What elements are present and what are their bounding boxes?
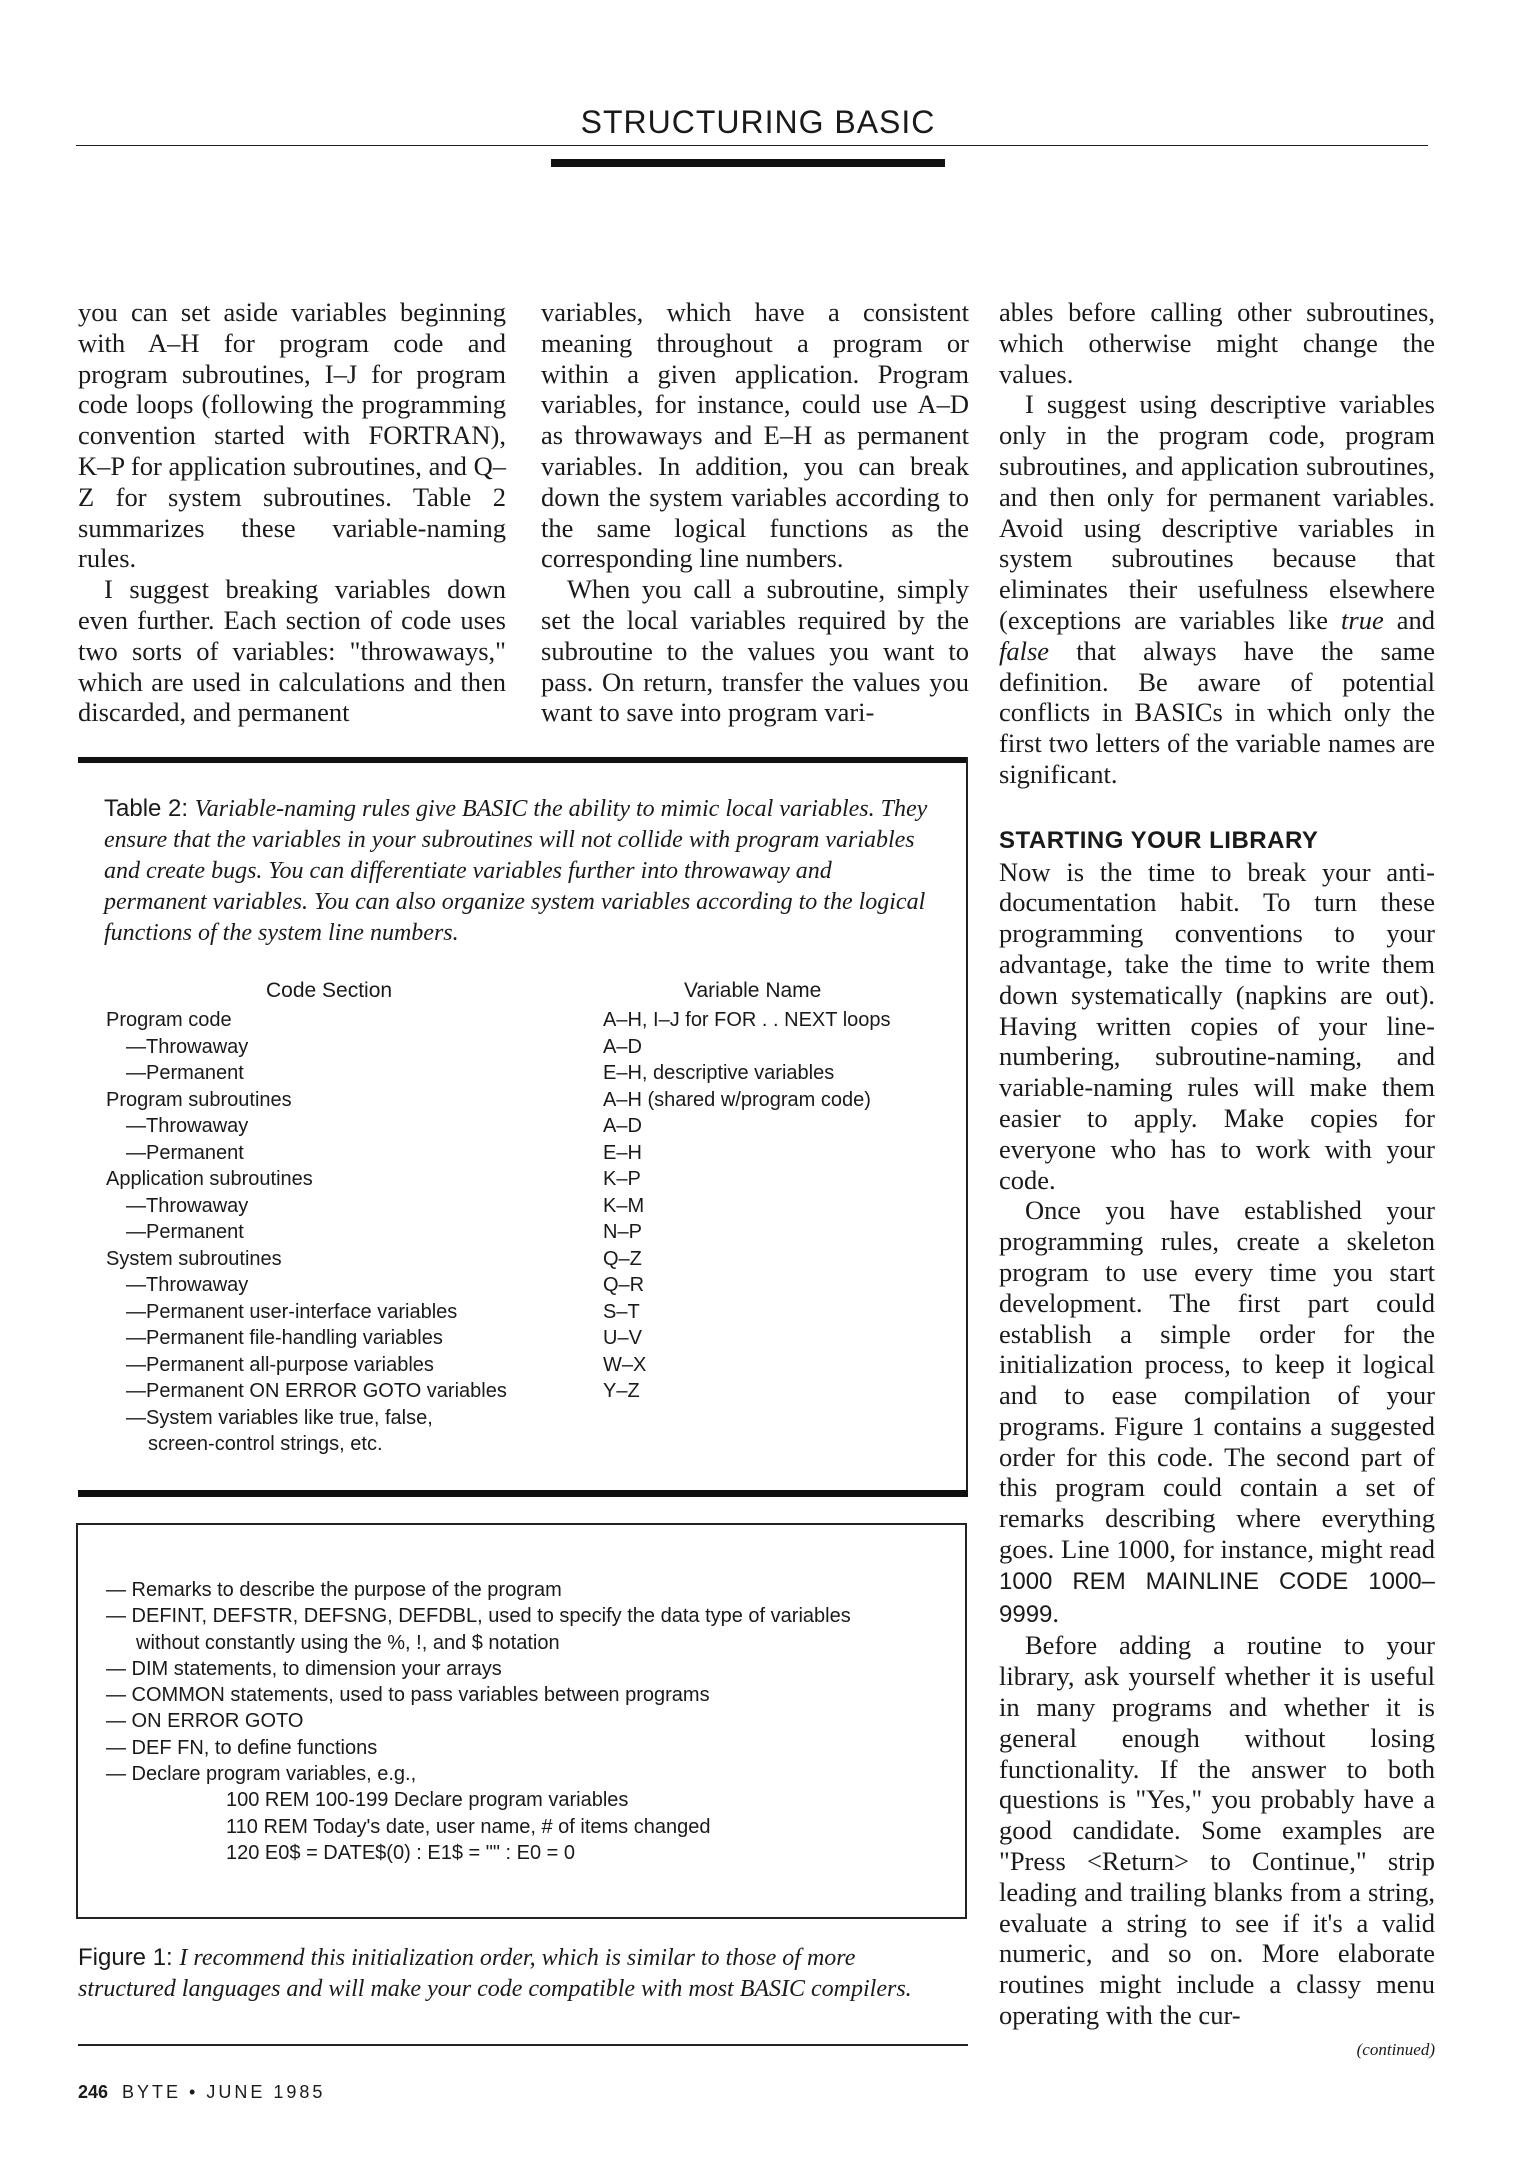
code-section-cell: —Throwaway [126, 1035, 249, 1058]
table-row [106, 1166, 946, 1193]
table-row [106, 1299, 946, 1326]
text: Once you have established your programming rules, create a skeleton program to use every time you start development. The first part could establish a simple order for the initialization process, to keep it logical and to ease compilation of your programs. Figure 1 contains a suggested order for this code. The second part of this program could contain a set of remarks describing where everything goes. Line 1000, for instance, might read [999, 1195, 1435, 1565]
figure-line: without constantly using the %, !, and $ notation [136, 1631, 560, 1654]
code-section-cell: screen-control strings, etc. [148, 1433, 383, 1455]
table-caption [104, 793, 934, 949]
paragraph: Before adding a routine to your library, ask yourself whether it is useful in many programs and whether it is general enough without losing functionality. If the answer to both questions is "Yes," you probably have a good candidate. Some examples are "Press <Return> to Continue," strip leading and trailing blanks from a string, evaluate a string to see if it's a valid numeric, and so on. More elaborate routines might include a classy menu operating with the cur- [999, 1630, 1435, 2031]
variable-name-cell: A–D [603, 1115, 642, 1137]
code-section-cell: —Permanent ON ERROR GOTO variables [126, 1380, 507, 1402]
code-section-cell: —System variables like true, false, [126, 1406, 433, 1429]
figure-line: — ON ERROR GOTO [106, 1710, 304, 1733]
figure-line: 110 REM Today's date, user name, # of items changed [226, 1815, 711, 1838]
text: I suggest using descriptive variables only in the program code, program subroutines, and application subroutines, and then only for permanent variables. Avoid using descriptive variables in system subroutines because that eliminates their usefulness elsewhere (exceptions are variables like [999, 389, 1435, 635]
table-caption-text: Variable-naming rules give BASIC the ability to mimic local variables. They ensure that the variables in your subroutines will not collide with program variables and create bugs. You can differentiate variables further into throwaway and permanent variables. You can also organize system variables according to the logical functions of the system line numbers. [104, 796, 928, 946]
paragraph [999, 389, 1435, 789]
code-section-cell: —Permanent user-interface variables [126, 1300, 458, 1323]
publication-info: BYTE • JUNE 1985 [122, 2082, 326, 2102]
continued-note: (continued) [1356, 2039, 1435, 2059]
variable-name-cell: A–D [603, 1035, 642, 1058]
column-1 [78, 297, 506, 728]
column-2 [541, 297, 969, 728]
variable-name-cell: W–X [603, 1353, 647, 1376]
variable-name-cell: U–V [603, 1327, 642, 1349]
section-heading: STARTING YOUR LIBRARY [999, 826, 1319, 854]
code-section-cell: —Permanent file-handling variables [126, 1327, 443, 1349]
table-body [106, 1007, 946, 1458]
text: and [1383, 604, 1435, 635]
figure-rule [78, 2044, 968, 2046]
paragraph: Now is the time to break your anti-documentation habit. To turn these programming conventions to your advantage, take the time to write them down systematically (napkins are out). Having written copies of your line-numbering, subroutine-naming, and variable-naming rules will make them easier to apply. Make copies for everyone who has to work with your code. [999, 856, 1435, 1195]
figure-caption-text: I recommend this initialization order, which is similar to those of more structured languages and will make your code compatible with most BASIC compilers. [78, 1945, 912, 2002]
figure-label: Figure 1: [78, 1944, 180, 1971]
header-rule [76, 145, 1428, 146]
paragraph: ables before calling other subroutines, which otherwise might change the values. [999, 297, 1435, 389]
table-top-rule [78, 757, 968, 763]
table-row [106, 1060, 946, 1087]
variable-name-cell: Q–Z [603, 1247, 642, 1270]
code-section-cell: —Throwaway [126, 1115, 249, 1137]
figure-line: 120 E0$ = DATE$(0) : E1$ = "" : E0 = 0 [226, 1841, 576, 1864]
variable-name-cell: E–H [603, 1141, 642, 1164]
table-row [106, 1325, 946, 1352]
variable-name-cell: Q–R [603, 1274, 645, 1296]
table-label: Table 2: [104, 795, 195, 822]
table-row [106, 1034, 946, 1061]
paragraph [999, 1195, 1435, 1630]
table-row [106, 1272, 946, 1299]
table-row [106, 1113, 946, 1140]
code-section-cell: —Throwaway [126, 1194, 249, 1217]
variable-name-cell: N–P [603, 1221, 642, 1243]
code-section-cell: Program subroutines [106, 1088, 292, 1111]
figure-line: — Declare program variables, e.g., [106, 1763, 417, 1786]
table-row [106, 1140, 946, 1167]
table-row [106, 1193, 946, 1220]
column-header-variable: Variable Name [684, 979, 822, 1002]
paragraph: I suggest breaking variables down even further. Each section of code uses two sorts of variables: "throwaways," which are used in calculations and then discarded, and permanent [78, 574, 506, 728]
table-side-rule [966, 757, 968, 1497]
table-row [106, 1219, 946, 1246]
header-bar [551, 159, 945, 167]
code-section-cell: —Permanent [126, 1141, 244, 1164]
running-header: STRUCTURING BASIC [580, 104, 936, 140]
figure-line: — Remarks to describe the purpose of the program [106, 1579, 562, 1601]
code-section-cell: Application subroutines [106, 1168, 313, 1190]
variable-name-cell: S–T [603, 1300, 640, 1323]
variable-name-cell: E–H, descriptive variables [603, 1062, 835, 1084]
text: . [1052, 1597, 1060, 1628]
table-row [106, 1087, 946, 1114]
figure-1-box [76, 1523, 967, 1919]
figure-line: — DIM statements, to dimension your arrays [106, 1657, 502, 1680]
table-row [106, 1431, 946, 1458]
table-row [106, 1405, 946, 1432]
code-section-cell: —Permanent all-purpose variables [126, 1353, 434, 1376]
code-inline: 1000 REM MAINLINE CODE 1000–9999 [999, 1567, 1435, 1628]
table-row [106, 1378, 946, 1405]
text: that always have the same definition. Be aware of potential conflicts in BASICs in which only the first two letters of the variable names are significant. [999, 635, 1435, 789]
table-row [106, 1352, 946, 1379]
table-2 [78, 757, 968, 1497]
variable-name-cell: A–H, I–J for FOR . . NEXT loops [603, 1009, 891, 1031]
page-number: 246 [78, 2082, 109, 2102]
figure-line: — COMMON statements, used to pass variables between programs [106, 1684, 710, 1707]
figure-line: 100 REM 100-199 Declare program variables [226, 1789, 629, 1812]
figure-line: — DEF FN, to define functions [106, 1736, 378, 1759]
paragraph: you can set aside variables beginning with A–H for program code and program subroutines, I–J for program code loops (following the programming convention started with FORTRAN), K–P for application subroutines, and Q–Z for system subroutines. Table 2 summarizes these variable-naming rules. [78, 297, 506, 574]
code-section-cell: —Throwaway [126, 1274, 249, 1296]
table-bottom-rule [78, 1490, 968, 1497]
figure-caption [78, 1942, 948, 2005]
figure-code-list [106, 1577, 956, 1866]
code-section-cell: —Permanent [126, 1221, 244, 1243]
code-section-cell: Program code [106, 1009, 232, 1031]
page-footer [78, 2082, 325, 2103]
code-section-cell: —Permanent [126, 1062, 244, 1084]
variable-name-cell: K–P [603, 1168, 641, 1190]
column-3 [999, 297, 1435, 2066]
table-row [106, 1007, 946, 1034]
paragraph: When you call a subroutine, simply set the local variables required by the subroutine to the values you want to pass. On return, transfer the values you want to save into program vari- [541, 574, 969, 728]
column-header-section: Code Section [266, 979, 393, 1002]
variable-name-cell: K–M [603, 1194, 645, 1217]
variable-name-cell: Y–Z [603, 1380, 640, 1402]
figure-line: — DEFINT, DEFSTR, DEFSNG, DEFDBL, used to specify the data type of variables [106, 1605, 851, 1628]
emphasis-false: false [999, 635, 1050, 666]
paragraph: variables, which have a consistent meaning throughout a program or within a given application. Program variables, for instance, could use A–D as throwaways and E–H as permanent variables. In addition, you can break down the system variables according to the same logical functions as the corresponding line numbers. [541, 297, 969, 574]
table-row [106, 1246, 946, 1273]
code-section-cell: System subroutines [106, 1247, 282, 1270]
variable-name-cell: A–H (shared w/program code) [603, 1088, 871, 1111]
emphasis-true: true [1341, 604, 1384, 635]
